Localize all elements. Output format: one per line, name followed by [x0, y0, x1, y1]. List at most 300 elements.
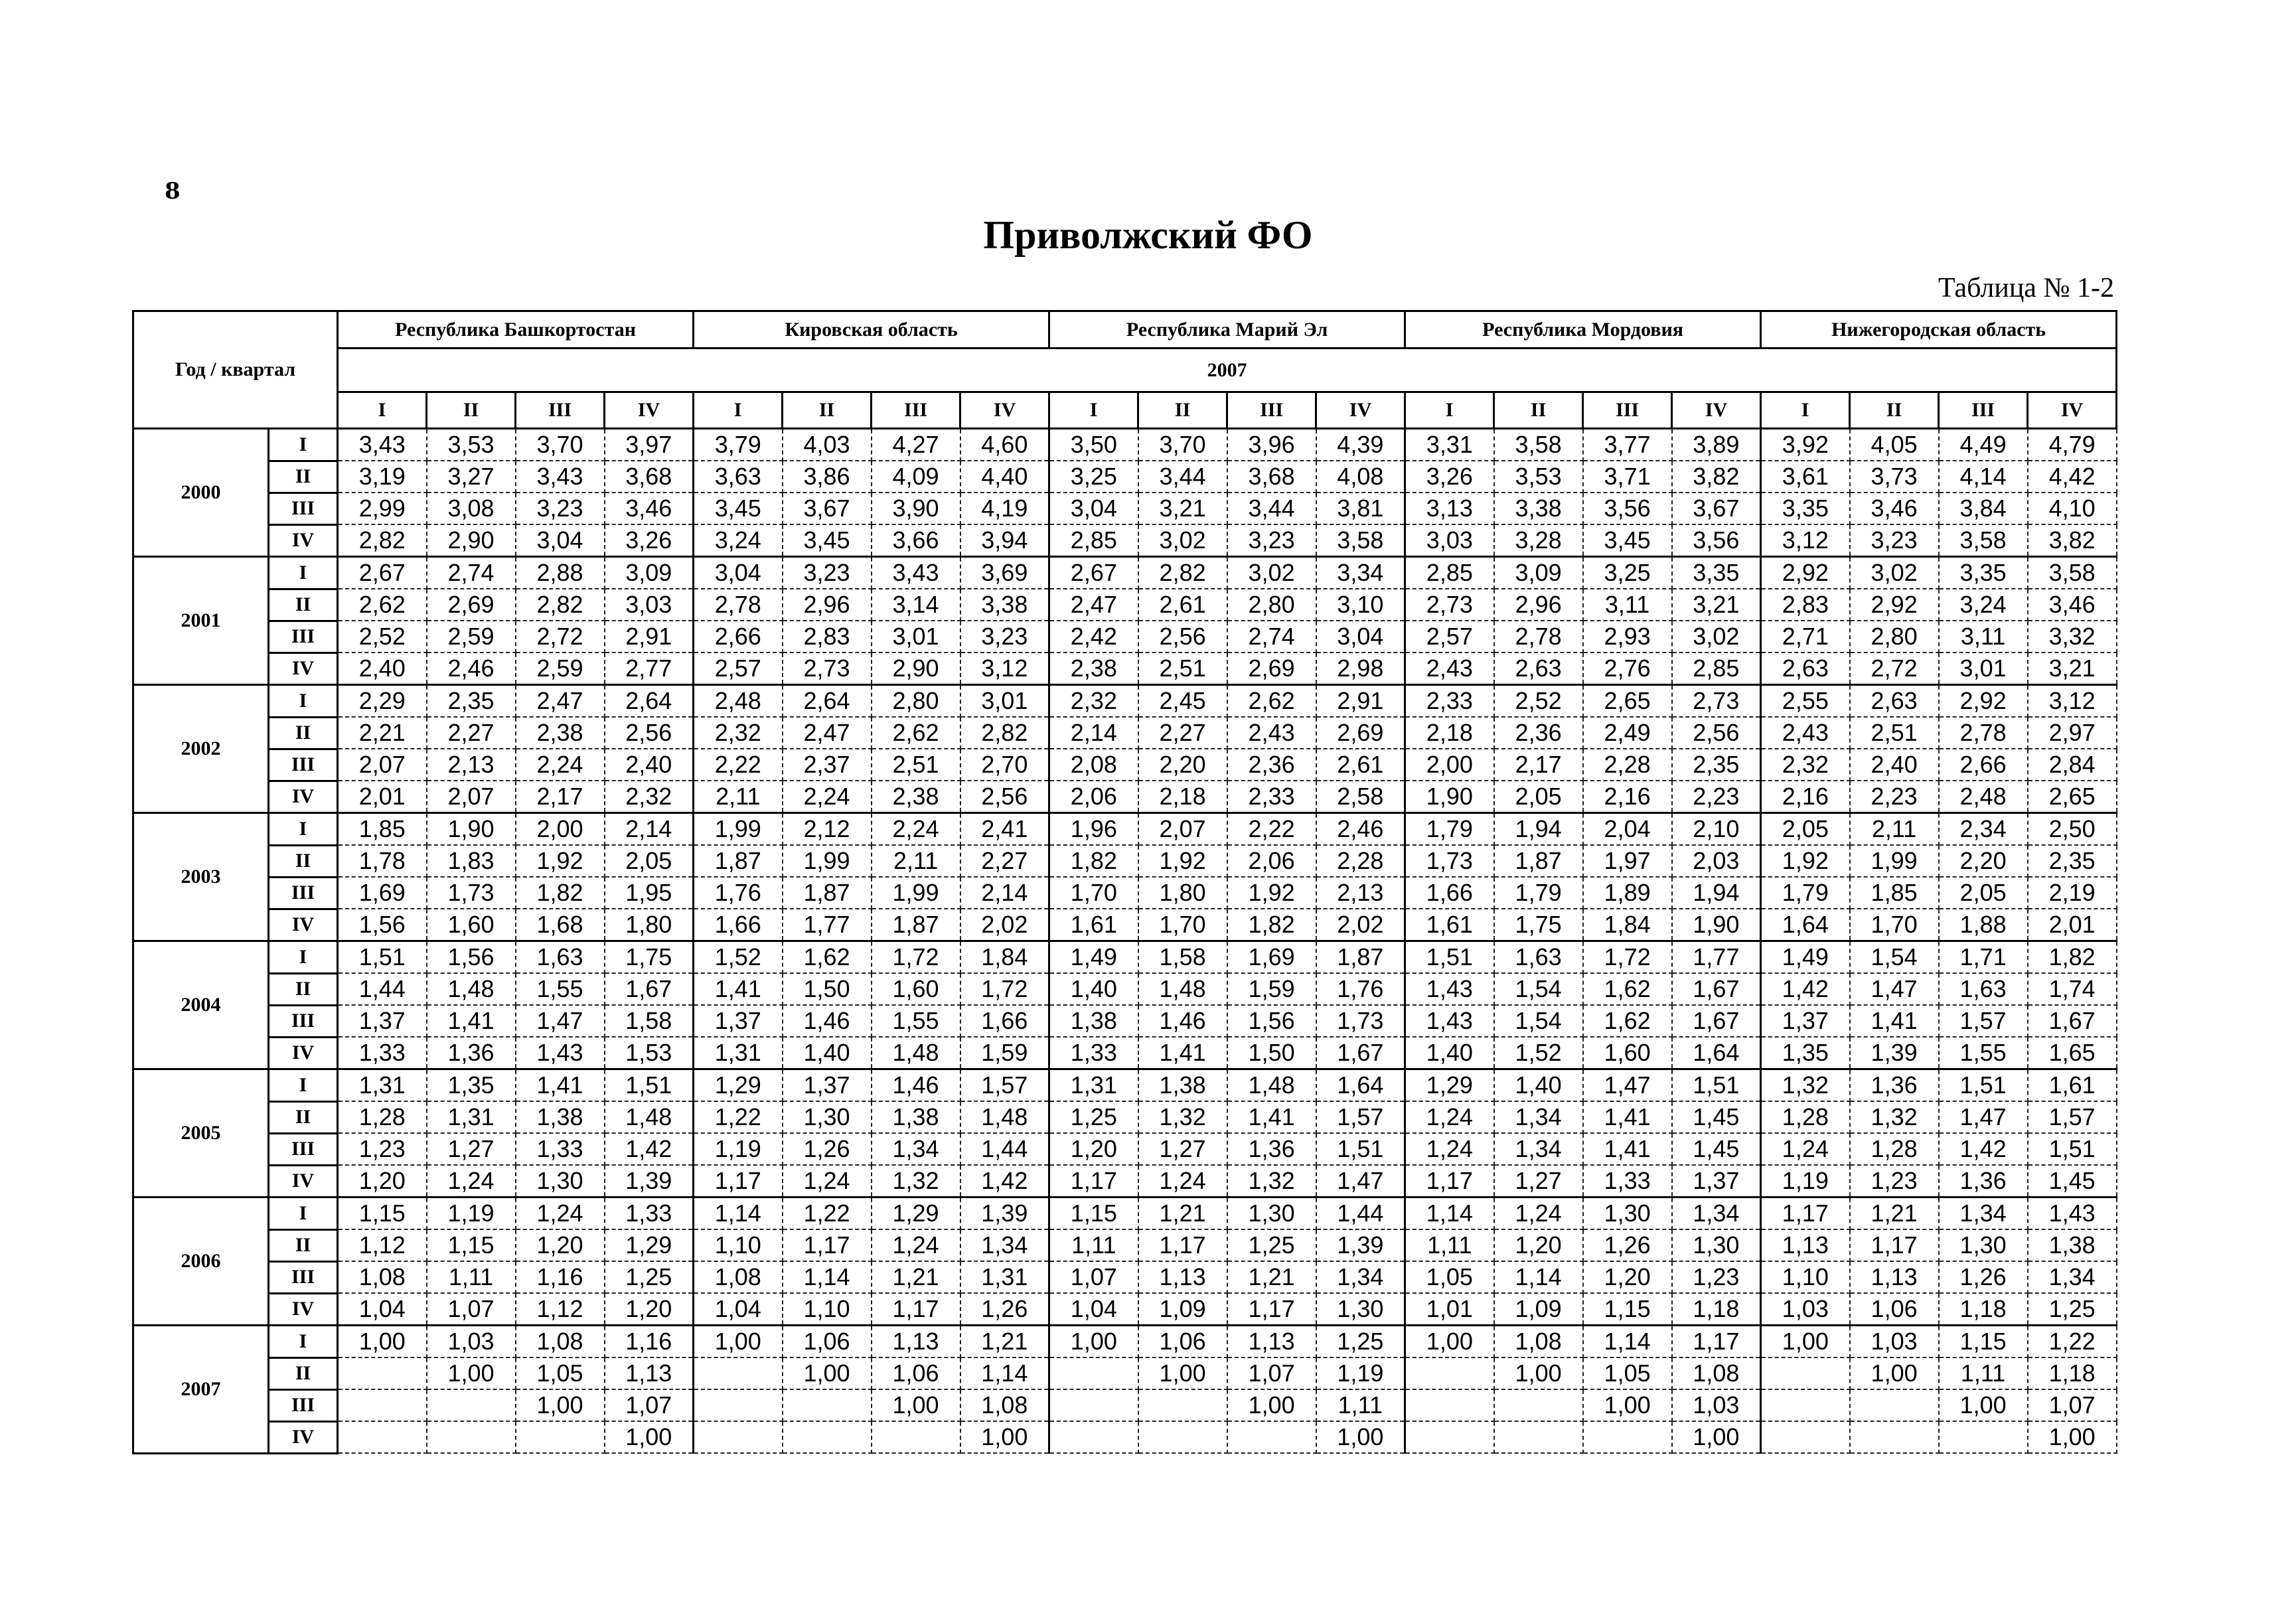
value-cell: 3,23 — [1227, 524, 1316, 557]
value-cell: 1,55 — [516, 973, 605, 1005]
value-cell: 1,84 — [1583, 909, 1672, 941]
table-row — [133, 493, 2117, 524]
value-cell: 1,26 — [783, 1133, 872, 1165]
value-cell: 1,04 — [338, 1293, 427, 1326]
value-cell: 1,66 — [960, 1005, 1049, 1037]
value-cell: 3,24 — [1939, 589, 2028, 621]
value-cell: 2,16 — [1761, 781, 1850, 813]
value-cell: 1,42 — [1761, 973, 1850, 1005]
value-cell: 1,19 — [427, 1198, 516, 1230]
value-cell: 2,62 — [872, 717, 960, 749]
value-cell: 2,64 — [783, 685, 872, 718]
value-cell: 3,04 — [1316, 621, 1405, 653]
value-cell: 1,25 — [1316, 1326, 1405, 1358]
value-cell: 3,26 — [605, 524, 694, 557]
value-cell: 1,41 — [1583, 1133, 1672, 1165]
value-cell: 1,17 — [1049, 1165, 1138, 1198]
year-label: 2005 — [133, 1069, 269, 1198]
value-cell: 2,59 — [516, 653, 605, 685]
value-cell: 1,41 — [1138, 1037, 1227, 1069]
value-cell: 1,56 — [427, 941, 516, 974]
table-row — [133, 1037, 2117, 1069]
value-cell: 1,24 — [872, 1229, 960, 1261]
value-cell: 2,78 — [1494, 621, 1583, 653]
value-cell: 1,00 — [783, 1357, 872, 1389]
value-cell — [1138, 1389, 1227, 1421]
value-cell: 1,11 — [427, 1261, 516, 1293]
quarter-row-label: I — [269, 813, 338, 846]
value-cell: 2,50 — [2028, 813, 2117, 846]
value-cell: 1,64 — [1761, 909, 1850, 941]
value-cell: 1,03 — [1672, 1389, 1761, 1421]
value-cell: 1,90 — [1672, 909, 1761, 941]
value-cell: 1,16 — [605, 1326, 694, 1358]
quarter-row-label: III — [269, 749, 338, 781]
value-cell: 2,90 — [872, 653, 960, 685]
value-cell: 1,17 — [872, 1293, 960, 1326]
value-cell: 1,00 — [960, 1421, 1049, 1453]
value-cell: 1,33 — [338, 1037, 427, 1069]
value-cell: 1,26 — [1583, 1229, 1672, 1261]
value-cell: 1,18 — [1939, 1293, 2028, 1326]
value-cell: 1,03 — [427, 1326, 516, 1358]
value-cell — [872, 1421, 960, 1453]
quarter-row-label: I — [269, 685, 338, 718]
value-cell: 1,45 — [1672, 1101, 1761, 1133]
value-cell: 3,35 — [1672, 557, 1761, 589]
table-row — [133, 685, 2117, 718]
value-cell: 1,80 — [605, 909, 694, 941]
value-cell: 2,14 — [1049, 717, 1138, 749]
value-cell: 1,07 — [427, 1293, 516, 1326]
value-cell: 2,97 — [2028, 717, 2117, 749]
value-cell: 2,43 — [1761, 717, 1850, 749]
value-cell: 1,42 — [605, 1133, 694, 1165]
value-cell: 1,61 — [1405, 909, 1494, 941]
value-cell: 2,73 — [783, 653, 872, 685]
value-cell: 3,61 — [1761, 461, 1850, 493]
value-cell: 1,09 — [1494, 1293, 1583, 1326]
value-cell: 1,08 — [960, 1389, 1049, 1421]
quarter-row-label: III — [269, 621, 338, 653]
value-cell: 1,38 — [516, 1101, 605, 1133]
value-cell: 1,16 — [516, 1261, 605, 1293]
value-cell: 1,46 — [1138, 1005, 1227, 1037]
value-cell — [1850, 1421, 1939, 1453]
value-cell: 1,89 — [1583, 877, 1672, 909]
value-cell: 1,15 — [338, 1198, 427, 1230]
value-cell: 1,14 — [783, 1261, 872, 1293]
quarter-column-header: IV — [1316, 392, 1405, 429]
value-cell: 1,88 — [1939, 909, 2028, 941]
year-label: 2004 — [133, 941, 269, 1069]
value-cell: 1,33 — [1049, 1037, 1138, 1069]
value-cell: 3,68 — [605, 461, 694, 493]
value-cell: 3,10 — [1316, 589, 1405, 621]
value-cell: 1,40 — [783, 1037, 872, 1069]
value-cell: 3,03 — [605, 589, 694, 621]
value-cell: 2,80 — [1227, 589, 1316, 621]
table-row — [133, 1421, 2117, 1453]
value-cell: 4,49 — [1939, 429, 2028, 461]
value-cell — [694, 1357, 783, 1389]
value-cell: 3,97 — [605, 429, 694, 461]
value-cell: 2,19 — [2028, 877, 2117, 909]
value-cell: 1,51 — [338, 941, 427, 974]
value-cell: 3,45 — [694, 493, 783, 524]
value-cell: 1,34 — [2028, 1261, 2117, 1293]
value-cell: 1,51 — [1939, 1069, 2028, 1102]
value-cell: 1,31 — [694, 1037, 783, 1069]
value-cell: 1,08 — [338, 1261, 427, 1293]
value-cell: 1,33 — [1583, 1165, 1672, 1198]
value-cell: 1,92 — [516, 845, 605, 877]
value-cell: 1,51 — [605, 1069, 694, 1102]
value-cell: 1,56 — [338, 909, 427, 941]
value-cell: 1,75 — [605, 941, 694, 974]
value-cell: 1,85 — [338, 813, 427, 846]
quarter-row-label: II — [269, 845, 338, 877]
value-cell: 3,27 — [427, 461, 516, 493]
value-cell: 2,46 — [1316, 813, 1405, 846]
value-cell: 2,77 — [605, 653, 694, 685]
value-cell: 2,72 — [1850, 653, 1939, 685]
value-cell: 2,28 — [1316, 845, 1405, 877]
value-cell: 1,79 — [1494, 877, 1583, 909]
value-cell: 2,02 — [1316, 909, 1405, 941]
value-cell — [1227, 1421, 1316, 1453]
value-cell: 1,30 — [516, 1165, 605, 1198]
value-cell: 2,17 — [516, 781, 605, 813]
value-cell: 1,29 — [694, 1069, 783, 1102]
value-cell: 1,31 — [1049, 1069, 1138, 1102]
value-cell: 2,37 — [783, 749, 872, 781]
value-cell: 1,00 — [516, 1389, 605, 1421]
value-cell: 1,22 — [783, 1198, 872, 1230]
value-cell: 1,71 — [1939, 941, 2028, 974]
value-cell: 2,78 — [694, 589, 783, 621]
value-cell: 1,17 — [1227, 1293, 1316, 1326]
value-cell: 2,61 — [1316, 749, 1405, 781]
value-cell: 1,24 — [1405, 1133, 1494, 1165]
value-cell: 2,17 — [1494, 749, 1583, 781]
value-cell: 1,32 — [1138, 1101, 1227, 1133]
value-cell: 1,13 — [1761, 1229, 1850, 1261]
quarter-row-label: I — [269, 1198, 338, 1230]
value-cell: 2,96 — [783, 589, 872, 621]
value-cell: 1,00 — [1227, 1389, 1316, 1421]
value-cell: 1,21 — [1850, 1198, 1939, 1230]
value-cell: 1,33 — [516, 1133, 605, 1165]
value-cell: 2,43 — [1405, 653, 1494, 685]
value-cell: 2,83 — [783, 621, 872, 653]
value-cell: 2,11 — [694, 781, 783, 813]
value-cell: 3,89 — [1672, 429, 1761, 461]
value-cell: 1,39 — [960, 1198, 1049, 1230]
value-cell: 3,01 — [872, 621, 960, 653]
value-cell: 1,07 — [2028, 1389, 2117, 1421]
value-cell: 1,30 — [1672, 1229, 1761, 1261]
value-cell: 3,32 — [2028, 621, 2117, 653]
coefficient-table-container — [132, 310, 2115, 1454]
value-cell: 1,25 — [605, 1261, 694, 1293]
value-cell: 3,34 — [1316, 557, 1405, 589]
value-cell: 1,36 — [1939, 1165, 2028, 1198]
value-cell: 1,32 — [872, 1165, 960, 1198]
value-cell: 1,67 — [1672, 973, 1761, 1005]
value-cell: 3,67 — [1672, 493, 1761, 524]
value-cell: 1,13 — [1138, 1261, 1227, 1293]
value-cell: 1,77 — [783, 909, 872, 941]
value-cell: 1,27 — [427, 1133, 516, 1165]
value-cell: 2,38 — [872, 781, 960, 813]
year-label: 2001 — [133, 557, 269, 685]
value-cell: 1,66 — [1405, 877, 1494, 909]
quarter-row-label: III — [269, 1261, 338, 1293]
quarter-row-label: III — [269, 1005, 338, 1037]
value-cell: 1,76 — [1316, 973, 1405, 1005]
value-cell: 1,41 — [516, 1069, 605, 1102]
value-cell: 1,60 — [1583, 1037, 1672, 1069]
value-cell: 1,67 — [2028, 1005, 2117, 1037]
value-cell: 2,70 — [960, 749, 1049, 781]
value-cell: 2,01 — [338, 781, 427, 813]
value-cell: 2,92 — [1939, 685, 2028, 718]
value-cell: 1,14 — [960, 1357, 1049, 1389]
value-cell: 2,65 — [2028, 781, 2117, 813]
value-cell: 1,67 — [605, 973, 694, 1005]
value-cell: 1,14 — [1405, 1198, 1494, 1230]
value-cell: 2,82 — [338, 524, 427, 557]
value-cell: 1,28 — [1850, 1133, 1939, 1165]
value-cell: 1,51 — [1405, 941, 1494, 974]
value-cell: 1,62 — [783, 941, 872, 974]
value-cell: 1,62 — [1583, 973, 1672, 1005]
value-cell: 1,00 — [694, 1326, 783, 1358]
value-cell: 3,53 — [1494, 461, 1583, 493]
value-cell — [1850, 1389, 1939, 1421]
value-cell: 2,48 — [1939, 781, 2028, 813]
value-cell — [1761, 1421, 1850, 1453]
value-cell: 1,40 — [1405, 1037, 1494, 1069]
value-cell: 1,30 — [1939, 1229, 2028, 1261]
value-cell: 1,06 — [1850, 1293, 1939, 1326]
value-cell: 1,00 — [1316, 1421, 1405, 1453]
value-cell: 1,13 — [605, 1357, 694, 1389]
table-row — [133, 589, 2117, 621]
quarter-column-header: I — [1405, 392, 1494, 429]
quarter-row-label: II — [269, 589, 338, 621]
value-cell: 2,23 — [1672, 781, 1761, 813]
value-cell — [338, 1389, 427, 1421]
value-cell: 2,74 — [427, 557, 516, 589]
year-label: 2007 — [133, 1326, 269, 1454]
value-cell: 1,48 — [1227, 1069, 1316, 1102]
value-cell — [1049, 1421, 1138, 1453]
quarter-column-header: III — [1939, 392, 2028, 429]
quarter-row-label: IV — [269, 909, 338, 941]
value-cell: 2,27 — [427, 717, 516, 749]
table-row — [133, 845, 2117, 877]
value-cell: 1,00 — [2028, 1421, 2117, 1453]
year-header: 2007 — [338, 348, 2117, 392]
value-cell: 3,02 — [1138, 524, 1227, 557]
value-cell: 2,05 — [1939, 877, 2028, 909]
value-cell: 2,14 — [960, 877, 1049, 909]
value-cell: 2,38 — [1049, 653, 1138, 685]
value-cell: 1,49 — [1761, 941, 1850, 974]
value-cell: 1,82 — [1049, 845, 1138, 877]
value-cell — [427, 1389, 516, 1421]
value-cell — [1494, 1421, 1583, 1453]
value-cell: 1,04 — [1049, 1293, 1138, 1326]
value-cell: 1,36 — [427, 1037, 516, 1069]
value-cell: 1,27 — [1138, 1133, 1227, 1165]
value-cell: 3,53 — [427, 429, 516, 461]
value-cell: 1,37 — [1761, 1005, 1850, 1037]
value-cell: 2,02 — [960, 909, 1049, 941]
value-cell: 3,43 — [516, 461, 605, 493]
value-cell: 1,00 — [1405, 1326, 1494, 1358]
value-cell: 4,42 — [2028, 461, 2117, 493]
value-cell: 4,79 — [2028, 429, 2117, 461]
value-cell: 3,11 — [1583, 589, 1672, 621]
value-cell: 1,40 — [1049, 973, 1138, 1005]
value-cell: 2,55 — [1761, 685, 1850, 718]
value-cell: 2,84 — [2028, 749, 2117, 781]
value-cell: 2,47 — [1049, 589, 1138, 621]
value-cell: 1,32 — [1227, 1165, 1316, 1198]
value-cell: 2,33 — [1227, 781, 1316, 813]
value-cell: 3,58 — [1316, 524, 1405, 557]
value-cell: 1,51 — [2028, 1133, 2117, 1165]
value-cell: 1,00 — [1583, 1389, 1672, 1421]
value-cell: 1,52 — [1494, 1037, 1583, 1069]
value-cell: 3,56 — [1583, 493, 1672, 524]
quarter-row-label: IV — [269, 1037, 338, 1069]
value-cell: 1,83 — [427, 845, 516, 877]
value-cell: 1,17 — [1761, 1198, 1850, 1230]
page-title: Приволжский ФО — [983, 213, 1313, 257]
value-cell: 3,67 — [783, 493, 872, 524]
value-cell: 2,51 — [872, 749, 960, 781]
value-cell: 2,47 — [516, 685, 605, 718]
value-cell: 1,20 — [605, 1293, 694, 1326]
table-row — [133, 1357, 2117, 1389]
quarter-row-label: III — [269, 493, 338, 524]
value-cell: 1,21 — [1227, 1261, 1316, 1293]
value-cell — [1049, 1357, 1138, 1389]
value-cell: 2,56 — [1672, 717, 1761, 749]
value-cell: 1,23 — [1850, 1165, 1939, 1198]
value-cell: 3,43 — [872, 557, 960, 589]
value-cell: 1,06 — [1138, 1326, 1227, 1358]
value-cell: 1,19 — [694, 1133, 783, 1165]
value-cell: 1,67 — [1672, 1005, 1761, 1037]
value-cell: 1,57 — [1316, 1101, 1405, 1133]
value-cell: 3,12 — [2028, 685, 2117, 718]
value-cell: 1,32 — [1850, 1101, 1939, 1133]
value-cell: 3,21 — [1138, 493, 1227, 524]
value-cell: 1,00 — [427, 1357, 516, 1389]
value-cell: 1,00 — [872, 1389, 960, 1421]
value-cell: 1,40 — [1494, 1069, 1583, 1102]
value-cell: 1,99 — [872, 877, 960, 909]
value-cell: 1,82 — [516, 877, 605, 909]
value-cell: 1,42 — [1939, 1133, 2028, 1165]
quarter-row-label: IV — [269, 1165, 338, 1198]
value-cell — [694, 1421, 783, 1453]
value-cell — [1405, 1421, 1494, 1453]
value-cell: 3,01 — [1939, 653, 2028, 685]
quarter-column-header: I — [338, 392, 427, 429]
value-cell: 2,80 — [1850, 621, 1939, 653]
table-row — [133, 1326, 2117, 1358]
value-cell: 1,25 — [1227, 1229, 1316, 1261]
value-cell: 2,42 — [1049, 621, 1138, 653]
value-cell: 2,10 — [1672, 813, 1761, 846]
value-cell: 2,69 — [427, 589, 516, 621]
table-row — [133, 1229, 2117, 1261]
quarter-column-header: III — [872, 392, 960, 429]
value-cell: 3,21 — [2028, 653, 2117, 685]
value-cell: 1,41 — [427, 1005, 516, 1037]
table-row — [133, 429, 2117, 461]
table-row — [133, 813, 2117, 846]
value-cell: 1,48 — [427, 973, 516, 1005]
table-row — [133, 1198, 2117, 1230]
value-cell: 3,38 — [960, 589, 1049, 621]
value-cell: 1,43 — [2028, 1198, 2117, 1230]
value-cell: 1,44 — [338, 973, 427, 1005]
value-cell: 1,08 — [516, 1326, 605, 1358]
value-cell: 2,00 — [1405, 749, 1494, 781]
value-cell: 1,76 — [694, 877, 783, 909]
table-row — [133, 621, 2117, 653]
value-cell: 3,63 — [694, 461, 783, 493]
region-header: Республика Мордовия — [1405, 311, 1761, 348]
quarter-row-label: IV — [269, 781, 338, 813]
value-cell: 1,30 — [1583, 1198, 1672, 1230]
value-cell: 1,22 — [694, 1101, 783, 1133]
value-cell: 1,45 — [1672, 1133, 1761, 1165]
value-cell: 1,38 — [1049, 1005, 1138, 1037]
region-header: Республика Марий Эл — [1049, 311, 1405, 348]
quarter-row-label: II — [269, 973, 338, 1005]
quarter-row-label: I — [269, 557, 338, 589]
value-cell: 1,52 — [694, 941, 783, 974]
value-cell: 1,21 — [872, 1261, 960, 1293]
value-cell: 1,10 — [694, 1229, 783, 1261]
table-row — [133, 1133, 2117, 1165]
quarter-row-label: I — [269, 1326, 338, 1358]
value-cell: 1,54 — [1494, 973, 1583, 1005]
quarter-row-label: IV — [269, 524, 338, 557]
value-cell: 1,38 — [1138, 1069, 1227, 1102]
value-cell: 3,04 — [694, 557, 783, 589]
value-cell: 3,68 — [1227, 461, 1316, 493]
value-cell: 2,34 — [1939, 813, 2028, 846]
value-cell: 2,24 — [872, 813, 960, 846]
quarter-column-header: IV — [605, 392, 694, 429]
value-cell: 1,37 — [783, 1069, 872, 1102]
value-cell: 1,12 — [516, 1293, 605, 1326]
value-cell: 3,21 — [1672, 589, 1761, 621]
value-cell: 1,20 — [1583, 1261, 1672, 1293]
value-cell: 3,01 — [960, 685, 1049, 718]
value-cell: 1,87 — [783, 877, 872, 909]
value-cell: 2,80 — [872, 685, 960, 718]
